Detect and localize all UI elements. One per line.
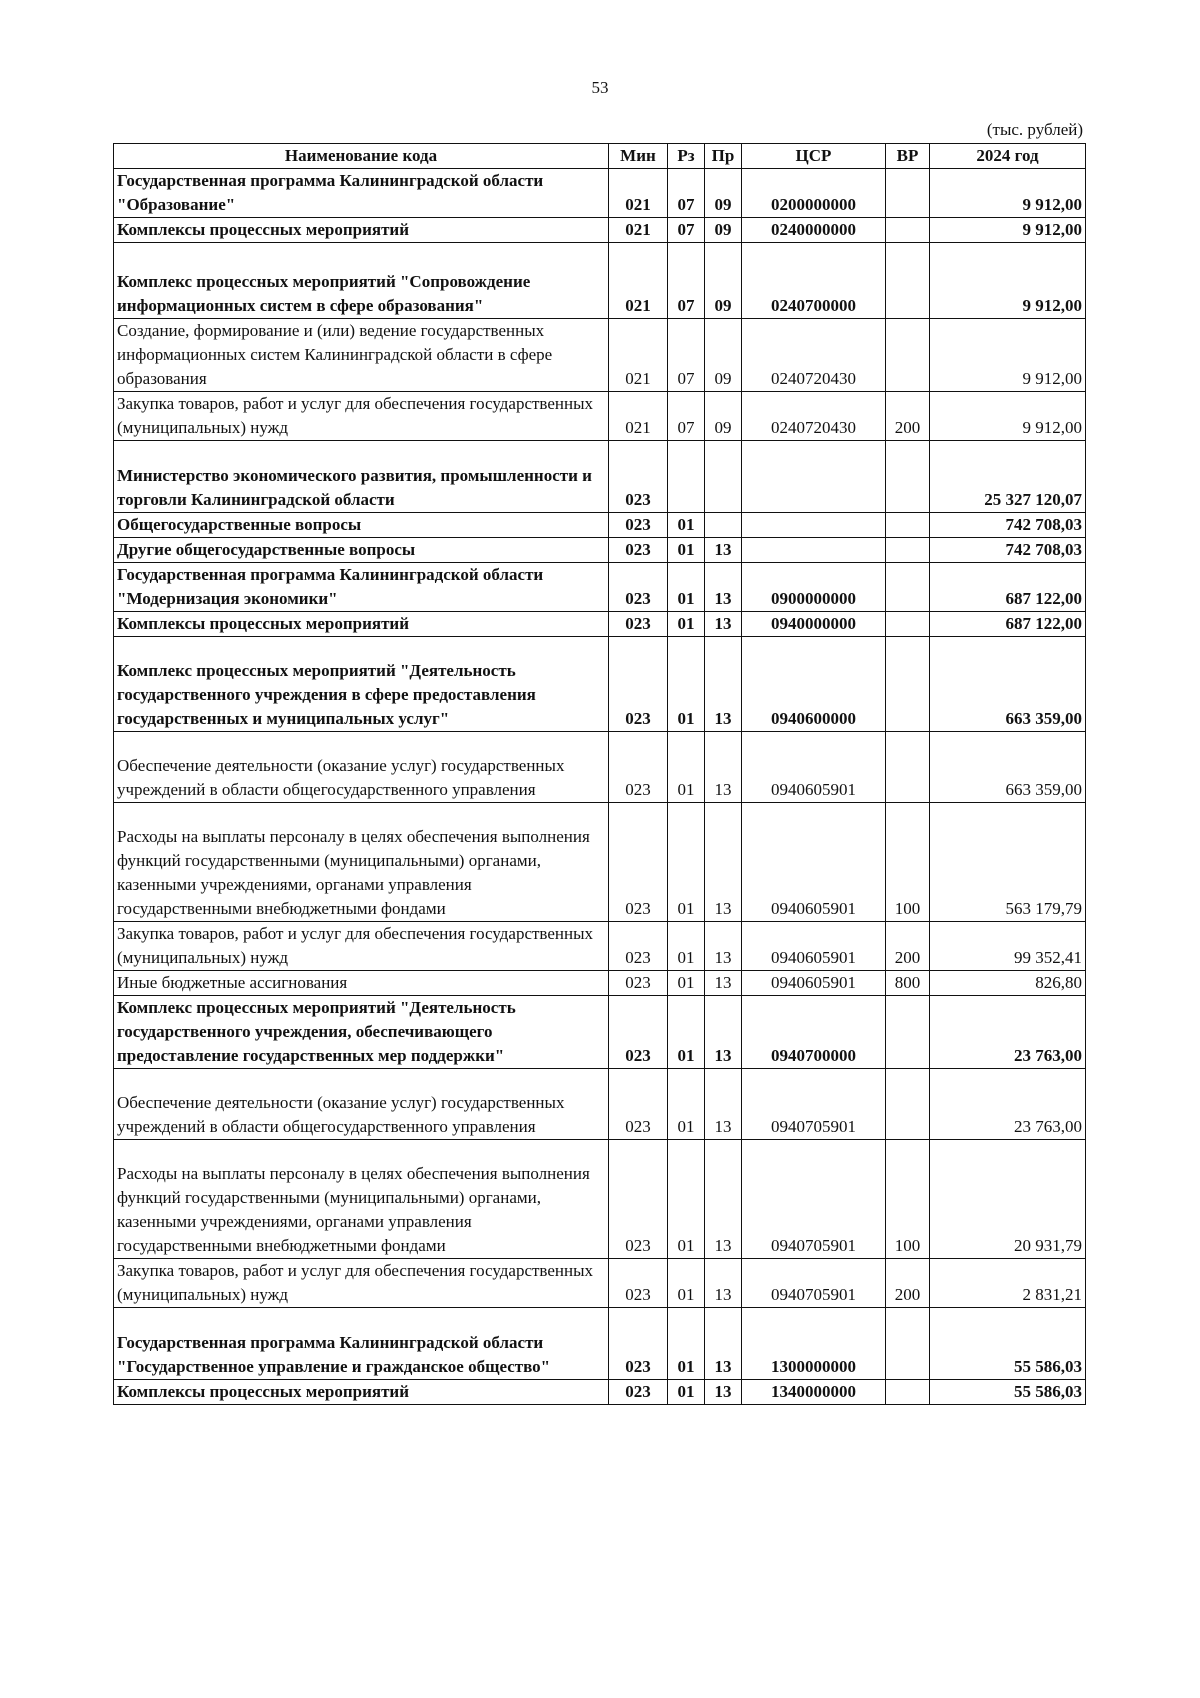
cell-vr: 200 (886, 1259, 930, 1308)
cell-amount: 55 586,03 (930, 1308, 1086, 1380)
cell-pr (705, 441, 742, 513)
cell-pr: 13 (705, 538, 742, 563)
header-row (114, 144, 1086, 169)
cell-name: Иные бюджетные ассигнования (114, 971, 609, 996)
cell-csr: 0940700000 (742, 996, 886, 1069)
cell-csr: 1340000000 (742, 1380, 886, 1405)
cell-amount: 826,80 (930, 971, 1086, 996)
budget-table (113, 143, 1086, 1405)
table-row (114, 243, 1086, 319)
cell-name: Государственная программа Калининградской области "Модернизация экономики" (114, 563, 609, 612)
cell-csr: 0200000000 (742, 169, 886, 218)
cell-vr (886, 513, 930, 538)
cell-csr: 0240720430 (742, 319, 886, 392)
cell-vr (886, 637, 930, 732)
cell-rz: 01 (668, 513, 705, 538)
cell-amount: 687 122,00 (930, 612, 1086, 637)
cell-name: Комплекс процессных мероприятий "Сопровождение информационных систем в сфере образования" (114, 243, 609, 319)
cell-rz (668, 441, 705, 513)
header-min: Мин (609, 144, 668, 169)
cell-min: 023 (609, 513, 668, 538)
cell-rz: 01 (668, 996, 705, 1069)
cell-min: 023 (609, 1380, 668, 1405)
cell-csr: 1300000000 (742, 1308, 886, 1380)
cell-name: Закупка товаров, работ и услуг для обеспечения государственных (муниципальных) нужд (114, 922, 609, 971)
cell-name: Комплексы процессных мероприятий (114, 218, 609, 243)
header-name: Наименование кода (114, 144, 609, 169)
cell-csr: 0940605901 (742, 971, 886, 996)
cell-csr: 0940705901 (742, 1259, 886, 1308)
cell-amount: 663 359,00 (930, 637, 1086, 732)
cell-rz: 01 (668, 563, 705, 612)
cell-rz: 07 (668, 319, 705, 392)
cell-vr (886, 441, 930, 513)
cell-rz: 07 (668, 169, 705, 218)
cell-min: 023 (609, 996, 668, 1069)
table-row (114, 441, 1086, 513)
cell-vr: 200 (886, 392, 930, 441)
cell-min: 023 (609, 441, 668, 513)
cell-pr: 13 (705, 971, 742, 996)
cell-rz: 01 (668, 1140, 705, 1259)
cell-name: Создание, формирование и (или) ведение государственных информационных систем Калининградской области в сфере образования (114, 319, 609, 392)
cell-rz: 01 (668, 1308, 705, 1380)
table-row (114, 637, 1086, 732)
units-label: (тыс. рублей) (986, 120, 1083, 139)
cell-amount: 25 327 120,07 (930, 441, 1086, 513)
cell-csr (742, 441, 886, 513)
cell-pr: 13 (705, 803, 742, 922)
cell-min: 023 (609, 563, 668, 612)
cell-amount: 23 763,00 (930, 996, 1086, 1069)
table-row (114, 922, 1086, 971)
header-rz: Рз (668, 144, 705, 169)
cell-csr: 0940605901 (742, 732, 886, 803)
cell-vr (886, 612, 930, 637)
cell-vr (886, 1308, 930, 1380)
cell-rz: 01 (668, 971, 705, 996)
cell-name: Общегосударственные вопросы (114, 513, 609, 538)
table-row (114, 1380, 1086, 1405)
cell-vr (886, 732, 930, 803)
cell-rz: 07 (668, 218, 705, 243)
cell-pr: 13 (705, 996, 742, 1069)
cell-csr: 0940605901 (742, 803, 886, 922)
cell-pr: 13 (705, 1259, 742, 1308)
cell-name: Обеспечение деятельности (оказание услуг) государственных учреждений в области общегосударственного управления (114, 732, 609, 803)
cell-pr: 13 (705, 563, 742, 612)
cell-csr: 0940000000 (742, 612, 886, 637)
cell-pr: 09 (705, 218, 742, 243)
cell-name: Комплексы процессных мероприятий (114, 1380, 609, 1405)
cell-vr (886, 538, 930, 563)
cell-rz: 01 (668, 612, 705, 637)
cell-pr: 09 (705, 392, 742, 441)
cell-min: 021 (609, 243, 668, 319)
table-body (114, 169, 1086, 1405)
cell-vr: 100 (886, 1140, 930, 1259)
cell-name: Закупка товаров, работ и услуг для обеспечения государственных (муниципальных) нужд (114, 1259, 609, 1308)
cell-pr: 13 (705, 1380, 742, 1405)
table-row (114, 1069, 1086, 1140)
header-vr: ВР (886, 144, 930, 169)
cell-amount: 9 912,00 (930, 169, 1086, 218)
cell-min: 023 (609, 637, 668, 732)
cell-min: 021 (609, 319, 668, 392)
cell-name: Комплексы процессных мероприятий (114, 612, 609, 637)
table-row (114, 538, 1086, 563)
cell-vr: 100 (886, 803, 930, 922)
table-row (114, 218, 1086, 243)
cell-min: 021 (609, 169, 668, 218)
cell-pr (705, 513, 742, 538)
cell-amount: 55 586,03 (930, 1380, 1086, 1405)
table-row (114, 392, 1086, 441)
cell-min: 023 (609, 971, 668, 996)
cell-amount: 23 763,00 (930, 1069, 1086, 1140)
cell-rz: 01 (668, 803, 705, 922)
cell-csr: 0240720430 (742, 392, 886, 441)
cell-csr: 0940705901 (742, 1140, 886, 1259)
cell-min: 023 (609, 803, 668, 922)
cell-amount: 9 912,00 (930, 218, 1086, 243)
cell-name: Другие общегосударственные вопросы (114, 538, 609, 563)
table-row (114, 1308, 1086, 1380)
cell-min: 023 (609, 1259, 668, 1308)
cell-vr (886, 169, 930, 218)
cell-vr (886, 218, 930, 243)
cell-vr (886, 1069, 930, 1140)
table-row (114, 319, 1086, 392)
cell-min: 021 (609, 392, 668, 441)
cell-min: 023 (609, 1140, 668, 1259)
cell-name: Расходы на выплаты персоналу в целях обеспечения выполнения функций государственными (муниципальными) органами, казенными учреждениями, органами управления государственными внебюджетными фондами (114, 803, 609, 922)
cell-amount: 687 122,00 (930, 563, 1086, 612)
cell-rz: 01 (668, 1069, 705, 1140)
cell-rz: 01 (668, 732, 705, 803)
cell-min: 023 (609, 1308, 668, 1380)
cell-rz: 01 (668, 1380, 705, 1405)
cell-pr: 09 (705, 243, 742, 319)
cell-pr: 13 (705, 1140, 742, 1259)
table-row (114, 803, 1086, 922)
cell-name: Комплекс процессных мероприятий "Деятельность государственного учреждения, обеспечивающего предоставление государственных мер поддержки" (114, 996, 609, 1069)
cell-rz: 07 (668, 243, 705, 319)
cell-amount: 563 179,79 (930, 803, 1086, 922)
cell-min: 023 (609, 922, 668, 971)
cell-csr (742, 513, 886, 538)
header-csr: ЦСР (742, 144, 886, 169)
cell-csr: 0240700000 (742, 243, 886, 319)
table-row (114, 1140, 1086, 1259)
cell-name: Министерство экономического развития, промышленности и торговли Калининградской области (114, 441, 609, 513)
table-header (114, 144, 1086, 169)
cell-amount: 2 831,21 (930, 1259, 1086, 1308)
cell-pr: 13 (705, 732, 742, 803)
cell-rz: 01 (668, 538, 705, 563)
cell-amount: 9 912,00 (930, 243, 1086, 319)
cell-amount: 742 708,03 (930, 538, 1086, 563)
cell-name: Государственная программа Калининградской области "Государственное управление и гражданское общество" (114, 1308, 609, 1380)
cell-vr (886, 319, 930, 392)
cell-vr (886, 243, 930, 319)
cell-vr (886, 563, 930, 612)
cell-pr: 13 (705, 1069, 742, 1140)
cell-amount: 9 912,00 (930, 319, 1086, 392)
cell-pr: 13 (705, 637, 742, 732)
table-row (114, 612, 1086, 637)
cell-min: 023 (609, 538, 668, 563)
cell-rz: 01 (668, 637, 705, 732)
cell-vr (886, 1380, 930, 1405)
cell-min: 023 (609, 732, 668, 803)
header-pr: Пр (705, 144, 742, 169)
cell-csr: 0940600000 (742, 637, 886, 732)
page-number: 53 (591, 78, 609, 97)
cell-csr: 0940605901 (742, 922, 886, 971)
table-row (114, 996, 1086, 1069)
cell-name: Закупка товаров, работ и услуг для обеспечения государственных (муниципальных) нужд (114, 392, 609, 441)
cell-rz: 07 (668, 392, 705, 441)
table-row (114, 1259, 1086, 1308)
cell-name: Расходы на выплаты персоналу в целях обеспечения выполнения функций государственными (муниципальными) органами, казенными учреждениями, органами управления государственными внебюджетными фондами (114, 1140, 609, 1259)
table-row (114, 971, 1086, 996)
cell-pr: 09 (705, 319, 742, 392)
cell-name: Комплекс процессных мероприятий "Деятельность государственного учреждения в сфере предоставления государственных и муниципальных услуг" (114, 637, 609, 732)
header-amount: 2024 год (930, 144, 1086, 169)
cell-amount: 99 352,41 (930, 922, 1086, 971)
cell-pr: 13 (705, 922, 742, 971)
cell-amount: 742 708,03 (930, 513, 1086, 538)
cell-name: Обеспечение деятельности (оказание услуг) государственных учреждений в области общегосударственного управления (114, 1069, 609, 1140)
cell-min: 023 (609, 612, 668, 637)
table-row (114, 169, 1086, 218)
cell-pr: 13 (705, 612, 742, 637)
cell-amount: 663 359,00 (930, 732, 1086, 803)
cell-min: 021 (609, 218, 668, 243)
cell-csr: 0940705901 (742, 1069, 886, 1140)
cell-csr (742, 538, 886, 563)
cell-csr: 0240000000 (742, 218, 886, 243)
cell-vr: 800 (886, 971, 930, 996)
table-row (114, 513, 1086, 538)
cell-name: Государственная программа Калининградской области "Образование" (114, 169, 609, 218)
table-row (114, 563, 1086, 612)
cell-csr: 0900000000 (742, 563, 886, 612)
cell-vr (886, 996, 930, 1069)
cell-amount: 20 931,79 (930, 1140, 1086, 1259)
cell-vr: 200 (886, 922, 930, 971)
cell-amount: 9 912,00 (930, 392, 1086, 441)
cell-rz: 01 (668, 922, 705, 971)
cell-min: 023 (609, 1069, 668, 1140)
cell-pr: 09 (705, 169, 742, 218)
cell-rz: 01 (668, 1259, 705, 1308)
cell-pr: 13 (705, 1308, 742, 1380)
table-row (114, 732, 1086, 803)
